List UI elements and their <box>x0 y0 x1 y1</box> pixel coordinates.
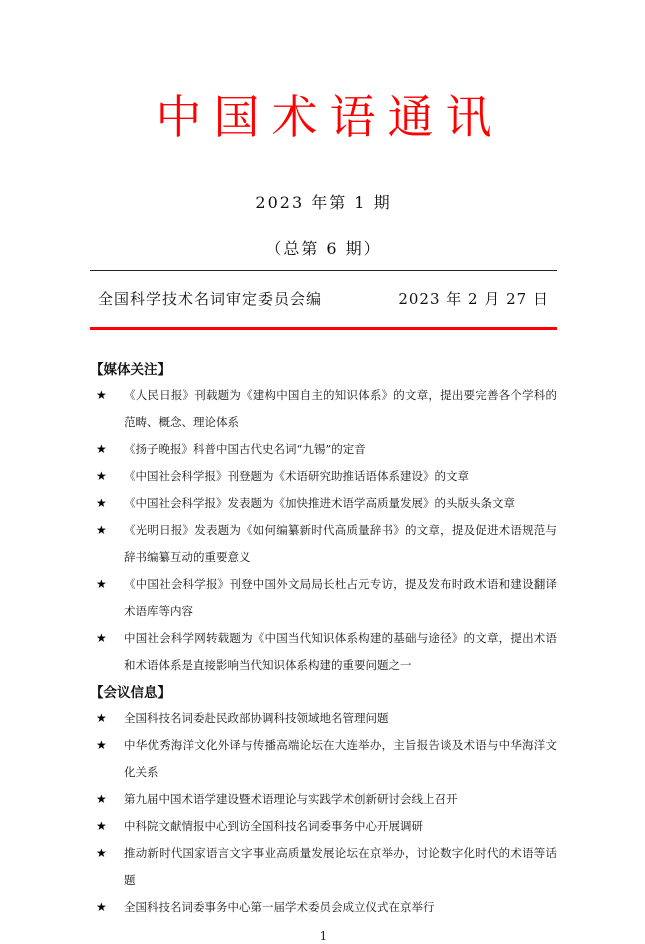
section-heading-media: 【媒体关注】 <box>90 362 171 378</box>
publication-info-row <box>90 279 557 319</box>
list-item <box>90 517 557 571</box>
list-item <box>90 382 557 436</box>
list-item-text: 《中国社会科学报》刊登题为《术语研究助推话语体系建设》的文章 <box>124 469 469 484</box>
list-item-text: 《中国社会科学报》发表题为《加快推进术语学高质量发展》的头版头条文章 <box>124 496 515 511</box>
list-item <box>90 840 557 894</box>
star-bullet-icon: ★ <box>96 846 107 861</box>
star-bullet-icon: ★ <box>96 469 107 484</box>
star-bullet-icon: ★ <box>96 388 107 403</box>
list-item <box>90 813 557 840</box>
page-content <box>90 0 557 944</box>
list-item-text: 全国科技名词委事务中心第一届学术委员会成立仪式在京举行 <box>124 900 435 915</box>
editor-name: 全国科学技术名词审定委员会编 <box>98 290 323 309</box>
list-item <box>90 571 557 625</box>
list-item-text: 推动新时代国家语言文字事业高质量发展论坛在京举办，讨论数字化时代的术语等话题 <box>124 846 557 888</box>
publication-date: 2023 年 2 月 27 日 <box>398 290 549 309</box>
cumulative-issue-number: （总第 6 期） <box>265 239 382 259</box>
list-item-text: 中国社会科学网转载题为《中国当代知识体系构建的基础与途径》的文章，提出术语和术语体系是直接影响当代知识体系构建的重要问题之一 <box>124 631 557 673</box>
star-bullet-icon: ★ <box>96 577 107 592</box>
star-bullet-icon: ★ <box>96 442 107 457</box>
list-item <box>90 436 557 463</box>
list-item-text: 第九届中国术语学建设暨术语理论与实践学术创新研讨会线上召开 <box>124 792 458 807</box>
issue-number: 2023 年第 1 期 <box>255 193 392 213</box>
list-item <box>90 490 557 517</box>
list-item-text: 《扬子晚报》科普中国古代史名词“九锡”的定音 <box>124 442 366 457</box>
star-bullet-icon: ★ <box>96 523 107 538</box>
list-item <box>90 786 557 813</box>
list-item-text: 全国科技名词委赴民政部协调科技领域地名管理问题 <box>124 711 389 726</box>
list-item <box>90 894 557 921</box>
red-divider-line <box>90 327 557 330</box>
star-bullet-icon: ★ <box>96 631 107 646</box>
list-item-text: 《中国社会科学报》刊登中国外文局局长杜占元专访，提及发布时政术语和建设翻译术语库等内容 <box>124 577 557 619</box>
star-bullet-icon: ★ <box>96 496 107 511</box>
star-bullet-icon: ★ <box>96 711 107 726</box>
list-item-text: 中华优秀海洋文化外译与传播高端论坛在大连举办，主旨报告谈及术语与中华海洋文化关系 <box>124 738 557 780</box>
list-item <box>90 732 557 786</box>
list-item <box>90 625 557 679</box>
page-number: 1 <box>319 929 328 944</box>
star-bullet-icon: ★ <box>96 738 107 753</box>
section-heading-conference: 【会议信息】 <box>90 685 171 701</box>
star-bullet-icon: ★ <box>96 819 107 834</box>
star-bullet-icon: ★ <box>96 792 107 807</box>
star-bullet-icon: ★ <box>96 900 107 915</box>
list-item-text: 《人民日报》刊载题为《建构中国自主的知识体系》的文章，提出要完善各个学科的范畴、概念、理论体系 <box>124 388 557 430</box>
newsletter-title: 中国术语通讯 <box>155 90 504 144</box>
list-item <box>90 705 557 732</box>
list-item-text: 中科院文献情报中心到访全国科技名词委事务中心开展调研 <box>124 819 423 834</box>
list-item <box>90 463 557 490</box>
top-divider-line <box>90 270 557 271</box>
list-item-text: 《光明日报》发表题为《如何编纂新时代高质量辞书》的文章，提及促进术语规范与辞书编纂互动的重要意义 <box>124 523 557 565</box>
